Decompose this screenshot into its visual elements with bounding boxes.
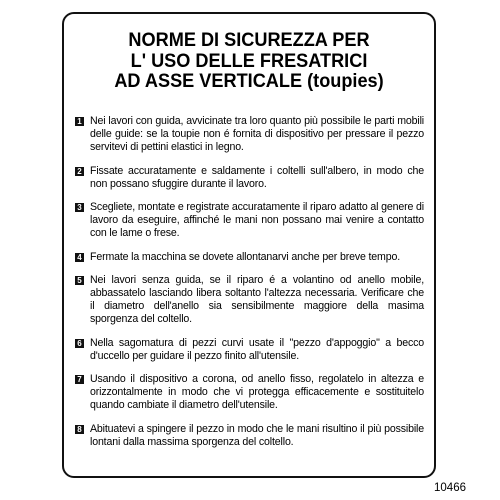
rule-number-badge: 3 [75,203,84,212]
rule-number-badge: 6 [75,339,84,348]
rule-number-badge: 5 [75,276,84,285]
rule-item [75,165,424,191]
rule-text: Fermate la macchina se dovete allontanarvi anche per breve tempo. [90,250,401,263]
rule-item [75,337,424,363]
rule-text: Nei lavori senza guida, se il riparo é a volantino od anello mobile, abbassatelo lasciando libera soltanto l'altezza necessaria. Verificare che il diametro dell'anello sia sensibilmente maggiore della masima sporgenza del coltello. [90,274,424,325]
rule-text: Nei lavori con guida, avvicinate tra loro quanto più possibile le parti mobili delle guide: se la toupie non é fornita di dispositivo per pressare il pezzo servitevi di pettini elastici in legno. [90,115,424,153]
rule-text: Usando il dispositivo a corona, od anello fisso, regolatelo in altezza e orizzontalmente in modo che vi protegga efficacemente e sostituitelo quando cambiate il diametro dell'utensile. [90,373,424,411]
rule-item [75,251,424,264]
rule-number-badge: 7 [75,375,84,384]
safety-sign [62,12,436,478]
title-line-2: L' USO DELLE FRESATRICI [130,49,368,72]
title-line-1: NORME DI SICUREZZA PER [128,29,370,51]
rule-item [75,373,424,412]
rule-number-badge: 1 [75,117,84,126]
rule-number-badge: 4 [75,253,84,262]
rule-number-badge: 8 [75,425,84,434]
rule-item [75,274,424,326]
title-line-3: AD ASSE VERTICALE (toupies) [114,70,384,92]
rule-text: Abituatevi a spingere il pezzo in modo che le mani risultino il più possibile lontani dalla massima sporgenza del coltello. [90,422,424,448]
rules-list [75,115,424,459]
rule-text: Nella sagomatura di pezzi curvi usate il "pezzo d'appoggio" a becco d'uccello per guidare il pezzo finito all'utensile. [90,336,424,362]
sign-title [77,30,421,92]
rule-number-badge: 2 [75,167,84,176]
product-code: 10466 [434,482,466,494]
rule-item [75,201,424,240]
rule-item [75,115,424,154]
rule-text: Fissate accuratamente e saldamente i coltelli sull'albero, in modo che non possano sfuggire durante il lavoro. [90,164,424,190]
rule-item [75,423,424,449]
rule-text: Scegliete, montate e registrate accuratamente il riparo adatto al genere di lavoro da eseguire, affinché le mani non possano mai venire a contatto con le lame o frese. [90,201,424,239]
